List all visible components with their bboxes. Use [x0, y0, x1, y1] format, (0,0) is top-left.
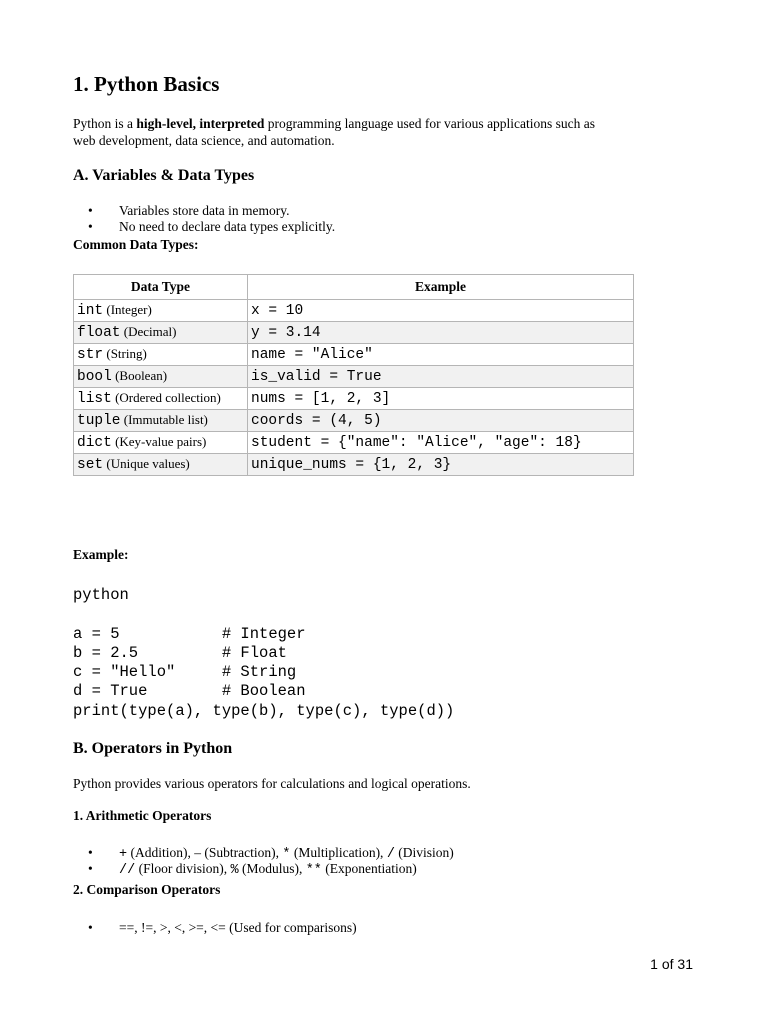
- code-line: d = True # Boolean: [73, 682, 306, 701]
- section-a-bullets: [88, 203, 335, 235]
- type-name: str: [77, 347, 104, 363]
- data-types-table: [73, 274, 634, 476]
- code-line: python: [73, 586, 129, 604]
- operator-symbol: +: [119, 847, 128, 862]
- operator-description: (Exponentiation): [321, 861, 417, 876]
- intro-paragraph: [73, 115, 595, 149]
- example-code: student = {"name": "Alice", "age": 18}: [251, 435, 582, 451]
- code-line: b = 2.5 # Float: [73, 643, 287, 662]
- header-data-type: Data Type: [74, 275, 248, 300]
- code-line: [73, 605, 454, 624]
- type-name: float: [77, 325, 121, 341]
- arithmetic-bullets: [88, 845, 454, 877]
- example-cell: [248, 300, 634, 322]
- table-row: [74, 432, 634, 454]
- operator-symbol: //: [119, 863, 136, 878]
- example-code: coords = (4, 5): [251, 413, 382, 429]
- table-row: [74, 322, 634, 344]
- type-description: (Integer): [103, 302, 152, 317]
- type-description: (Immutable list): [120, 412, 208, 427]
- type-description: (Decimal): [120, 324, 177, 339]
- comparison-bullets: [88, 920, 357, 936]
- type-cell: [74, 300, 248, 322]
- intro-text: Python is a: [73, 116, 137, 131]
- operator-description: (Multiplication),: [290, 845, 387, 860]
- operator-description: (Division): [394, 845, 454, 860]
- table-row: [74, 410, 634, 432]
- operator-symbol: **: [305, 863, 322, 878]
- example-code: is_valid = True: [251, 369, 382, 385]
- type-name: dict: [77, 435, 112, 451]
- common-data-types-heading: Common Data Types:: [73, 237, 199, 252]
- operators-intro: Python provides various operators for calculations and logical operations.: [73, 776, 471, 791]
- arithmetic-operators-heading: 1. Arithmetic Operators: [73, 808, 212, 823]
- section-a-heading: A. Variables & Data Types: [73, 167, 255, 184]
- bullet-item: • No need to declare data types explicitly.: [88, 219, 335, 235]
- bullet-item: • Variables store data in memory.: [88, 203, 335, 219]
- section-b-heading: B. Operators in Python: [73, 740, 233, 757]
- example-code: nums = [1, 2, 3]: [251, 391, 391, 407]
- type-cell: [74, 432, 248, 454]
- table-body: [74, 300, 634, 476]
- type-name: set: [77, 457, 104, 473]
- table-row: [74, 454, 634, 476]
- bullet-item: • ==, !=, >, <, >=, <= (Used for comparisons): [88, 920, 357, 936]
- table-header-row: [74, 275, 634, 300]
- type-cell: [74, 344, 248, 366]
- type-cell: [74, 322, 248, 344]
- code-line: print(type(a), type(b), type(c), type(d)): [73, 701, 455, 720]
- table-row: [74, 388, 634, 410]
- type-name: bool: [77, 369, 112, 385]
- example-cell: [248, 344, 634, 366]
- example-cell: [248, 432, 634, 454]
- example-code: name = "Alice": [251, 347, 373, 363]
- type-description: (Boolean): [111, 368, 168, 383]
- operator-symbol: /: [386, 847, 395, 862]
- type-description: (Unique values): [103, 456, 190, 471]
- page-number: 1 of 31: [650, 956, 693, 972]
- table-row: [74, 300, 634, 322]
- bullet-item: [88, 845, 454, 861]
- code-line: a = 5 # Integer: [73, 624, 306, 643]
- code-line: c = "Hello" # String: [73, 663, 297, 682]
- bullet-item: [88, 861, 454, 877]
- operator-description: (Modulus),: [238, 861, 306, 876]
- example-code: x = 10: [251, 303, 304, 319]
- example-label: Example:: [73, 547, 129, 562]
- type-description: (String): [103, 346, 147, 361]
- example-code: y = 3.14: [251, 325, 321, 341]
- operator-description: (Floor division),: [135, 861, 231, 876]
- page-title: 1. Python Basics: [73, 72, 220, 96]
- type-description: (Ordered collection): [111, 390, 221, 405]
- example-cell: [248, 454, 634, 476]
- code-block: [73, 586, 454, 721]
- operator-symbol: %: [230, 863, 239, 878]
- comparison-operators-heading: 2. Comparison Operators: [73, 882, 221, 897]
- intro-bold: high-level, interpreted: [136, 116, 265, 131]
- type-name: int: [77, 303, 104, 319]
- table-row: [74, 366, 634, 388]
- type-description: (Key-value pairs): [111, 434, 207, 449]
- operator-description: (Addition), – (Subtraction),: [127, 845, 283, 860]
- intro-line2: web development, data science, and automation.: [73, 133, 335, 148]
- table-row: [74, 344, 634, 366]
- example-cell: [248, 410, 634, 432]
- operator-symbol: *: [282, 847, 291, 862]
- example-cell: [248, 388, 634, 410]
- header-example: Example: [248, 275, 634, 300]
- type-cell: [74, 366, 248, 388]
- type-cell: [74, 410, 248, 432]
- type-cell: [74, 388, 248, 410]
- intro-text-cont: programming language used for various applications such as: [264, 116, 596, 131]
- type-cell: [74, 454, 248, 476]
- type-name: list: [77, 391, 112, 407]
- example-code: unique_nums = {1, 2, 3}: [251, 457, 452, 473]
- example-cell: [248, 366, 634, 388]
- example-cell: [248, 322, 634, 344]
- type-name: tuple: [77, 413, 121, 429]
